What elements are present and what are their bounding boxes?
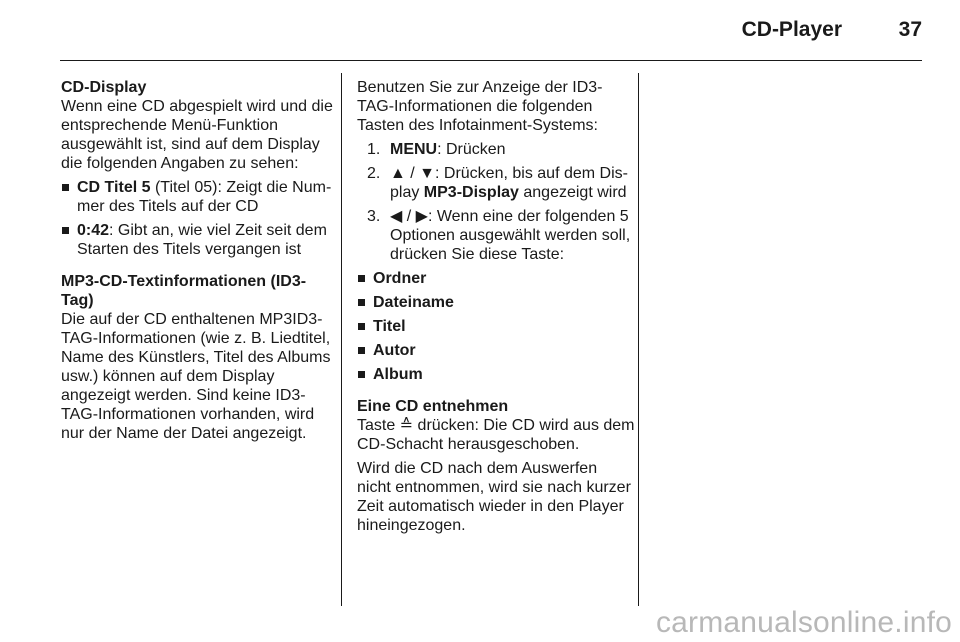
step-bold: MP3-Display — [423, 184, 519, 201]
intro-text: Benutzen Sie zur Anzeige der ID3-TAG-Informationen die folgenden Tasten des Infotainment-Systems: — [357, 79, 603, 134]
option-item — [357, 269, 635, 288]
bullet-square-icon — [358, 299, 365, 306]
step-post: angezeigt wird — [518, 184, 627, 201]
bullet-text: (Titel 05): Zeigt die Nummer des Titels auf der CD — [77, 179, 332, 215]
page-header — [0, 0, 960, 62]
bullet-item — [61, 221, 333, 259]
eject-text-2: Wird die CD nach dem Auswerfen nicht entnommen, wird sie nach kurzer Zeit automatisch wieder in den Player hineingezogen. — [357, 460, 631, 534]
step-post: : Drücken — [437, 141, 506, 158]
bullet-text: : Gibt an, wie viel Zeit seit dem Starten des Titels vergangen ist — [77, 222, 327, 258]
option-label: Album — [373, 366, 423, 383]
step-pre: ◀ / ▶: Wenn eine der folgenden 5 Optionen ausgewählt werden soll, drücken Sie diese Taste: — [390, 208, 631, 263]
bullet-square-icon — [358, 371, 365, 378]
option-item — [357, 293, 635, 312]
bullet-square-icon — [62, 184, 69, 191]
numbered-step — [357, 207, 635, 264]
cd-display-heading: CD-Display — [61, 79, 147, 96]
option-label: Dateiname — [373, 294, 454, 311]
numbered-step — [357, 140, 635, 159]
mp3-heading: MP3-CD-Textinformationen (ID3-Tag) — [61, 273, 307, 309]
option-item — [357, 317, 635, 336]
page-number: 37 — [898, 18, 922, 41]
step-number: 2. — [367, 165, 381, 182]
option-label: Titel — [373, 318, 406, 335]
eject-heading: Eine CD entnehmen — [357, 398, 509, 415]
cd-display-text: Wenn eine CD abgespielt wird und die entsprechende Menü-Funktion ausgewählt ist, sind auf dem Display die folgenden Angaben zu sehen: — [61, 98, 333, 172]
header-divider — [60, 60, 922, 61]
mp3-text: Die auf der CD enthaltenen MP3ID3-TAG-Informationen (wie z. B. Liedtitel, Name des Künstlers, Titel des Albums usw.) können auf dem Display angezeigt werden. Sind keine ID3-TAG-Informationen vorhanden, wird nur der Name der Datei angezeigt. — [61, 311, 331, 442]
bullet-square-icon — [358, 347, 365, 354]
step-number: 3. — [367, 208, 381, 225]
bullet-bold: CD Titel 5 — [77, 179, 151, 196]
watermark: carmanualsonline.info — [655, 606, 952, 639]
bullet-bold: 0:42 — [77, 222, 110, 239]
option-label: Autor — [373, 342, 416, 359]
right-column — [357, 78, 635, 535]
numbered-step — [357, 164, 635, 202]
bullet-square-icon — [62, 227, 69, 234]
left-column — [61, 78, 333, 443]
step-bold: MENU — [390, 141, 438, 158]
bullet-square-icon — [358, 275, 365, 282]
bullet-item — [61, 178, 333, 216]
step-number: 1. — [367, 141, 381, 158]
bullet-square-icon — [358, 323, 365, 330]
option-label: Ordner — [373, 270, 427, 287]
column-divider-2 — [638, 73, 639, 606]
column-divider-1 — [341, 73, 342, 606]
option-item — [357, 365, 635, 384]
step-pre: ▲ / ▼: Drücken, bis auf dem Display — [390, 165, 628, 201]
eject-text-1: Taste ≙ drücken: Die CD wird aus dem CD-Schacht herausgeschoben. — [357, 417, 635, 453]
option-item — [357, 341, 635, 360]
section-title: CD-Player — [741, 18, 842, 41]
